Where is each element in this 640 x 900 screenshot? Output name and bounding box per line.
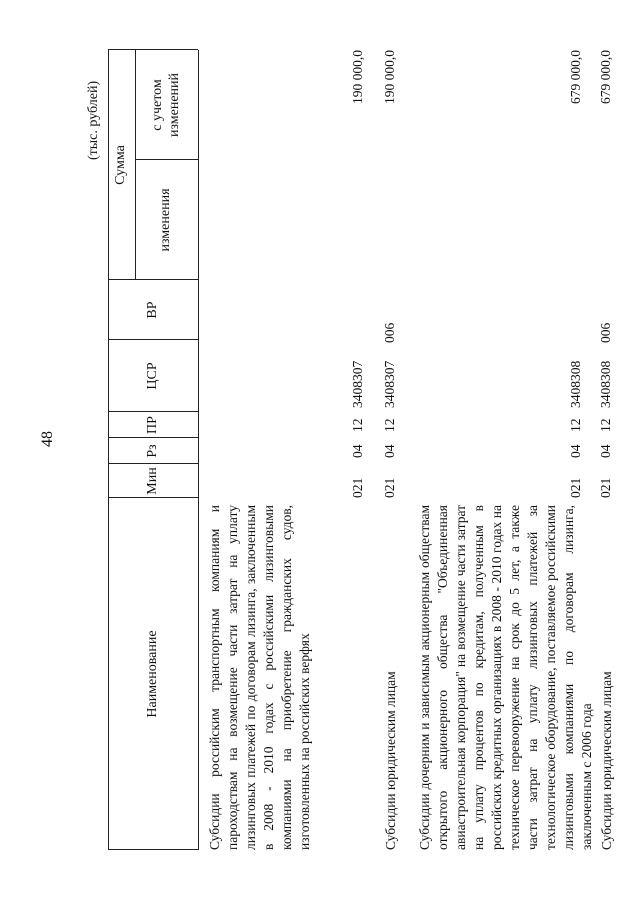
row-4-csr: 3408308 [598,360,613,408]
header-name: Наименование [144,630,160,718]
row-1-rz: 04 [350,444,365,458]
row-4-vr: 006 [598,322,613,343]
row-1-min: 021 [350,477,365,498]
row-3-with-changes: 679 000,0 [568,50,583,104]
row-2-vr: 006 [382,322,397,343]
row-3-name: Субсидии дочерним и зависимым акционерным обществам открытого акционерного общества "Объединенная авиастроительная корпорация" на возмещение части затрат на уплату процентов по кредитам, полученным в российских кредитных организациях в 2008 - 2010 годах на техническое перевооружение на срок до 5 лет, а также части затрат на уплату лизинговых платежей за технологическое оборудование, поставляемое российскими лизинговыми компаниями по договорам лизинга, заключенным с 2006 года [417,505,594,850]
page-number: 48 [39,431,56,447]
header-pr: ПР [144,416,160,434]
units-caption: (тыс. рублей) [86,80,101,160]
row-1-name: Субсидии российским транспортным компаниям и пароходствам на возмещение части затрат на уплату лизинговых платежей по договорам лизинга, заключенным в 2008 - 2010 годах с российскими лизинговыми компаниями на приобретение гражданских судов, изготовленных на российских верфях [207,505,312,850]
header-vr: ВР [144,301,160,319]
header-changes: изменения [158,188,174,252]
header-rz: Рз [144,444,160,458]
row-3-min: 021 [568,477,583,498]
header-min: Мин [144,467,160,495]
row-3-rz: 04 [568,444,583,458]
row-4-pr: 12 [598,418,613,432]
row-2-rz: 04 [382,444,397,458]
row-2-pr: 12 [382,418,397,432]
row-2-with-changes: 190 000,0 [382,50,397,104]
row-1-csr: 3408307 [350,360,365,408]
row-4-rz: 04 [598,444,613,458]
row-4-name: Субсидии юридическим лицам [599,671,614,850]
budget-table [80,50,620,850]
row-3-pr: 12 [568,418,583,432]
row-2-min: 021 [382,477,397,498]
header-csr: ЦСР [144,362,160,390]
row-4-min: 021 [598,477,613,498]
row-3-csr: 3408308 [568,360,583,408]
rotated-page [80,50,620,850]
row-1-with-changes: 190 000,0 [350,50,365,104]
row-1-pr: 12 [350,418,365,432]
row-4-with-changes: 679 000,0 [598,50,613,104]
header-with-changes: с учетом изменений [150,72,182,138]
row-2-name: Субсидии юридическим лицам [383,671,398,850]
header-summa: Сумма [113,145,129,185]
row-2-csr: 3408307 [382,360,397,408]
